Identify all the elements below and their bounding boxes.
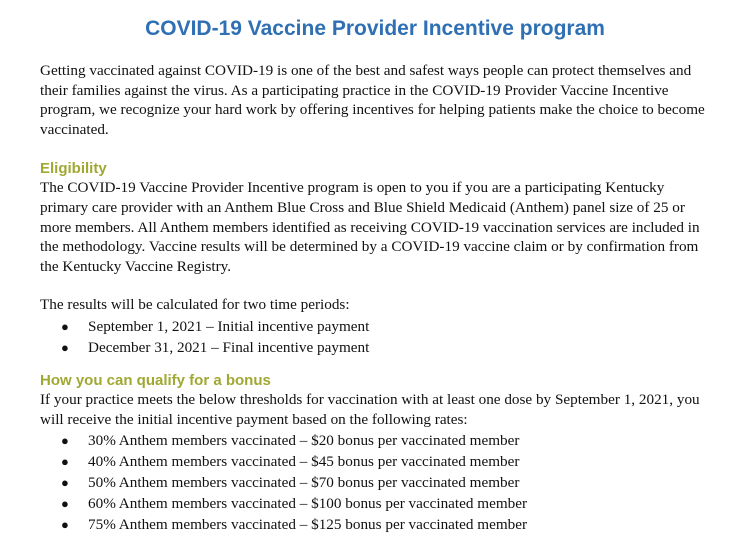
list-item-text: 60% Anthem members vaccinated – $100 bonus per vaccinated member	[88, 495, 528, 513]
bullet-icon: ●	[61, 475, 69, 491]
list-item	[40, 337, 710, 358]
list-item-text: December 31, 2021 – Final incentive payment	[88, 338, 370, 356]
bullet-icon: ●	[61, 517, 69, 533]
results-paragraph: The results will be calculated for two time periods:	[40, 296, 350, 314]
list-item-text: 75% Anthem members vaccinated – $125 bonus per vaccinated member	[88, 516, 528, 534]
list-item	[40, 493, 710, 514]
bonus-heading: How you can qualify for a bonus	[40, 371, 271, 389]
list-item-text: 40% Anthem members vaccinated – $45 bonus per vaccinated member	[88, 453, 520, 471]
bonus-rates-list	[40, 430, 710, 535]
eligibility-paragraph: The COVID-19 Vaccine Provider Incentive program is open to you if you are a participating Kentucky primary care provider with an Anthem Blue Cross and Blue Shield Medicaid (Anthem) panel size of 25 or more members. All Anthem members identified as receiving COVID-19 vaccination services are included in the methodology. Vaccine results will be determined by a COVID-19 vaccine claim or by confirmation from the Kentucky Vaccine Registry.	[40, 179, 700, 275]
page-title: COVID-19 Vaccine Provider Incentive program	[145, 17, 605, 40]
list-item	[40, 472, 710, 493]
eligibility-heading: Eligibility	[40, 160, 107, 178]
list-item-text: September 1, 2021 – Initial incentive payment	[88, 317, 370, 335]
bonus-paragraph: If your practice meets the below thresholds for vaccination with at least one dose by September 1, 2021, you will receive the initial incentive payment based on the following rates:	[40, 390, 700, 428]
list-item	[40, 514, 710, 535]
list-item	[40, 451, 710, 472]
bullet-icon: ●	[61, 433, 69, 449]
list-item	[40, 316, 710, 337]
list-item	[40, 430, 710, 451]
intro-paragraph: Getting vaccinated against COVID-19 is one of the best and safest ways people can protect themselves and their families against the virus. As a participating practice in the COVID-19 Provider Vaccine Incentive program, we recognize your hard work by offering incentives for helping patients make the choice to become vaccinated.	[40, 62, 705, 138]
bullet-icon: ●	[61, 339, 69, 355]
bullet-icon: ●	[61, 318, 69, 334]
time-periods-list	[40, 316, 710, 358]
list-item-text: 50% Anthem members vaccinated – $70 bonus per vaccinated member	[88, 474, 520, 492]
bullet-icon: ●	[61, 496, 69, 512]
bullet-icon: ●	[61, 454, 69, 470]
list-item-text: 30% Anthem members vaccinated – $20 bonus per vaccinated member	[88, 432, 520, 450]
